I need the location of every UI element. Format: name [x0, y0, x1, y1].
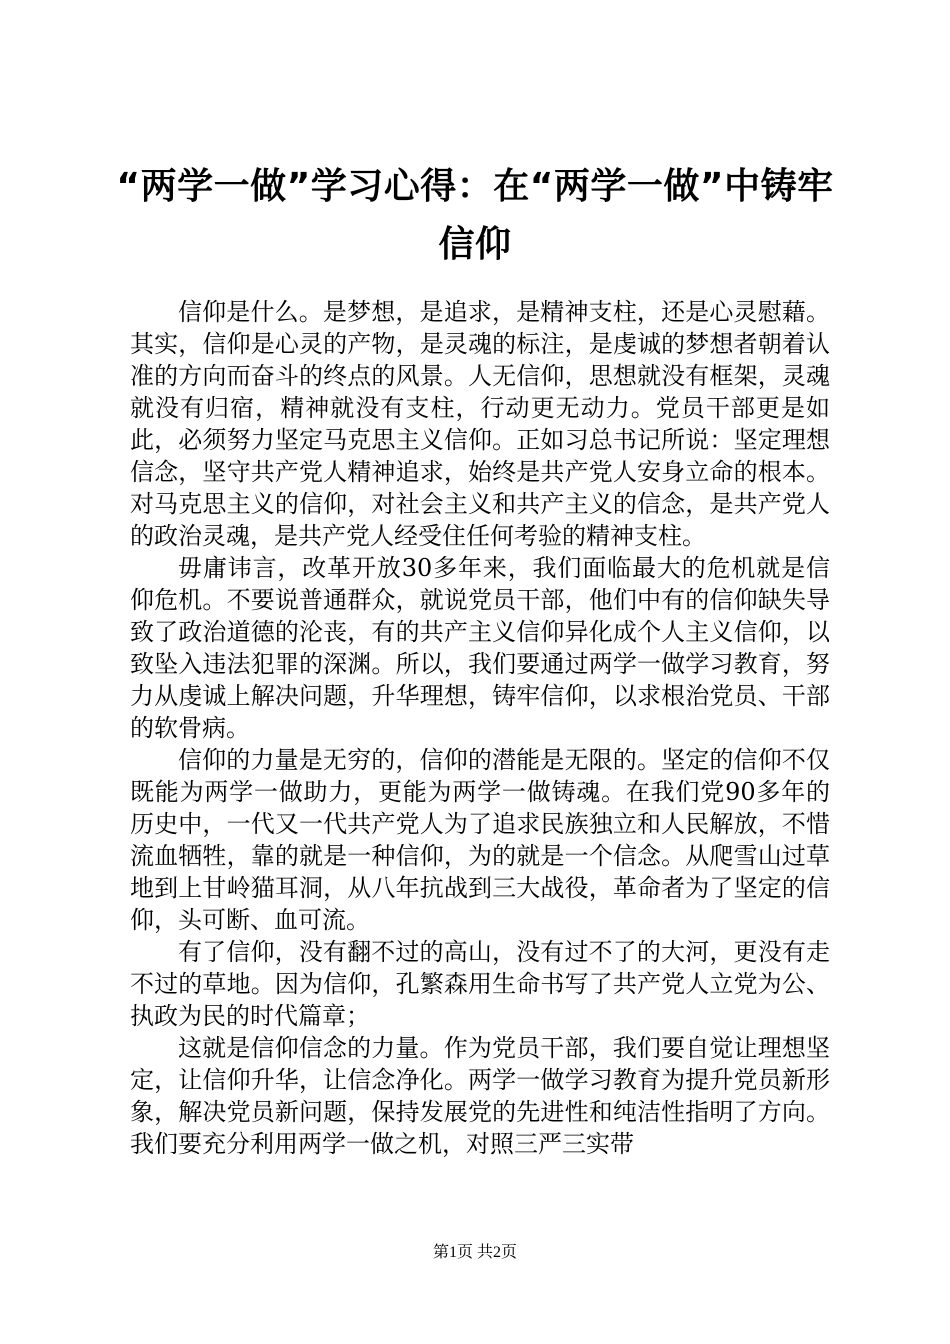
paragraph-4: 有了信仰，没有翻不过的高山，没有过不了的大河，更没有走不过的草地。因为信仰，孔繁森用生命书写了共产党人立党为公、执政为民的时代篇章； — [130, 938, 830, 1030]
paragraph-2: 毋庸讳言，改革开放30多年来，我们面临最大的危机就是信仰危机。不要说普通群众，就说党员干部，他们中有的信仰缺失导致了政治道德的沦丧，有的共产主义信仰异化成个人主义信仰，以致坠入违法犯罪的深渊。所以，我们要通过两学一做学习教育，努力从虔诚上解决问题，升华理想，铸牢信仰，以求根治党员、干部的软骨病。 — [130, 554, 830, 742]
document-body — [130, 296, 830, 1160]
document-title: “两学一做”学习心得：在“两学一做”中铸牢信仰 — [116, 166, 834, 265]
paragraph-3: 信仰的力量是无穷的，信仰的潜能是无限的。坚定的信仰不仅既能为两学一做助力，更能为两学一做铸魂。在我们党90多年的历史中，一代又一代共产党人为了追求民族独立和人民解放，不惜流血牺牲，靠的就是一种信仰，为的就是一个信念。从爬雪山过草地到上甘岭猫耳洞，从八年抗战到三大战役，革命者为了坚定的信仰，头可断、血可流。 — [130, 746, 830, 934]
paragraph-5: 这就是信仰信念的力量。作为党员干部，我们要自觉让理想坚定，让信仰升华，让信念净化。两学一做学习教育为提升党员新形象，解决党员新问题，保持发展党的先进性和纯洁性指明了方向。我们要充分利用两学一做之机，对照三严三实带 — [130, 1034, 830, 1158]
page-footer: 第1页 共2页 — [432, 1244, 517, 1261]
paragraph-1: 信仰是什么。是梦想，是追求，是精神支柱，还是心灵慰藉。其实，信仰是心灵的产物，是灵魂的标注，是虔诚的梦想者朝着认准的方向而奋斗的终点的风景。人无信仰，思想就没有框架，灵魂就没有归宿，精神就没有支柱，行动更无动力。党员干部更是如此，必须努力坚定马克思主义信仰。正如习总书记所说：坚定理想信念，坚守共产党人精神追求，始终是共产党人安身立命的根本。对马克思主义的信仰，对社会主义和共产主义的信念，是共产党人的政治灵魂，是共产党人经受住任何考验的精神支柱。 — [130, 298, 830, 550]
